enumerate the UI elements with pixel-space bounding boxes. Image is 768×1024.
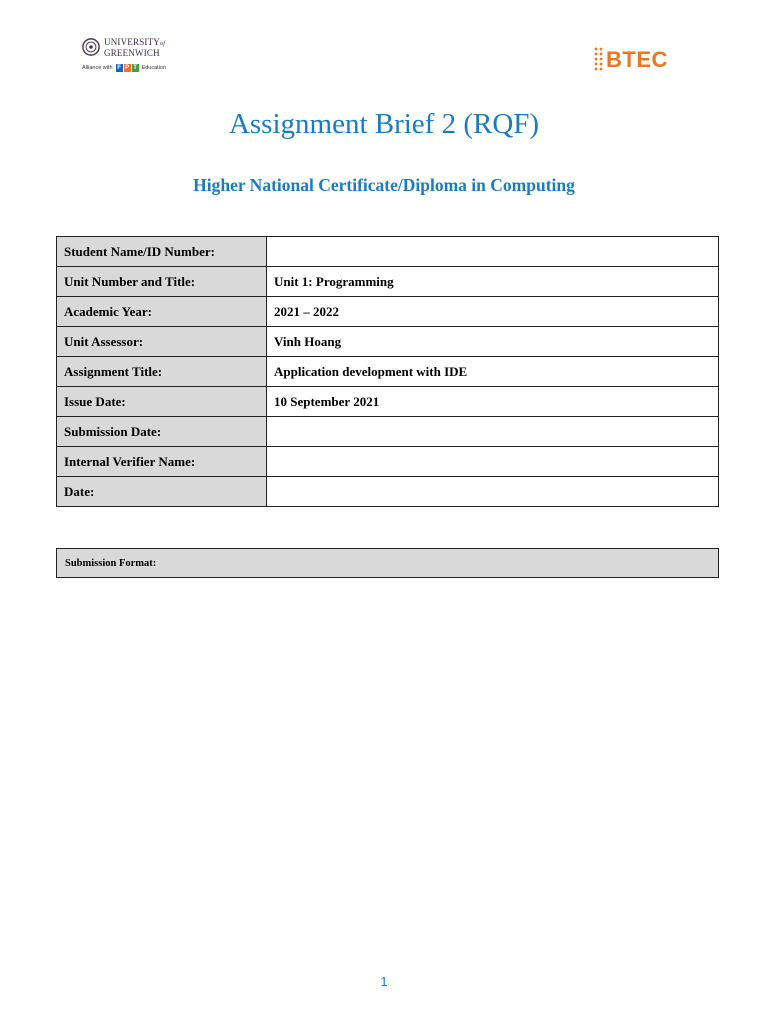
row-label: Academic Year: [57,297,267,327]
row-label: Issue Date: [57,387,267,417]
row-value [267,447,719,477]
table-row [57,477,719,507]
table-row [57,357,719,387]
table-row [57,417,719,447]
assignment-info-table [56,236,719,507]
btec-logo: BTEC [593,44,668,76]
row-label: Date: [57,477,267,507]
table-row [57,297,719,327]
row-value [267,417,719,447]
page-title: Assignment Brief 2 (RQF) [228,108,540,140]
table-row [57,327,719,357]
row-value: Unit 1: Programming [267,267,719,297]
fpt-logo: F P T [117,65,137,71]
row-value: Vinh Hoang [267,327,719,357]
submission-format-label: Submission Format: [65,557,157,569]
table-row [57,237,719,267]
row-label: Unit Assessor: [57,327,267,357]
row-value: 10 September 2021 [267,387,719,417]
table-row [57,267,719,297]
table-row [57,447,719,477]
row-label: Assignment Title: [57,357,267,387]
row-label: Student Name/ID Number: [57,237,267,267]
row-value: Application development with IDE [267,357,719,387]
row-value [267,477,719,507]
university-of-greenwich-logo [82,36,222,82]
btec-dots-icon [593,46,605,74]
row-value [267,237,719,267]
page-subtitle: Higher National Certificate/Diploma in Computing [193,175,575,195]
alliance-line: Alliance with F P T Education [82,65,167,71]
row-value: 2021 – 2022 [267,297,719,327]
page-number: 1 [380,974,388,989]
row-label: Submission Date: [57,417,267,447]
table-row [57,387,719,417]
university-name: UNIVERSITYof GREENWICH [104,37,166,58]
row-label: Internal Verifier Name: [57,447,267,477]
submission-format-box [56,548,719,578]
row-label: Unit Number and Title: [57,267,267,297]
university-seal-icon [82,38,100,56]
